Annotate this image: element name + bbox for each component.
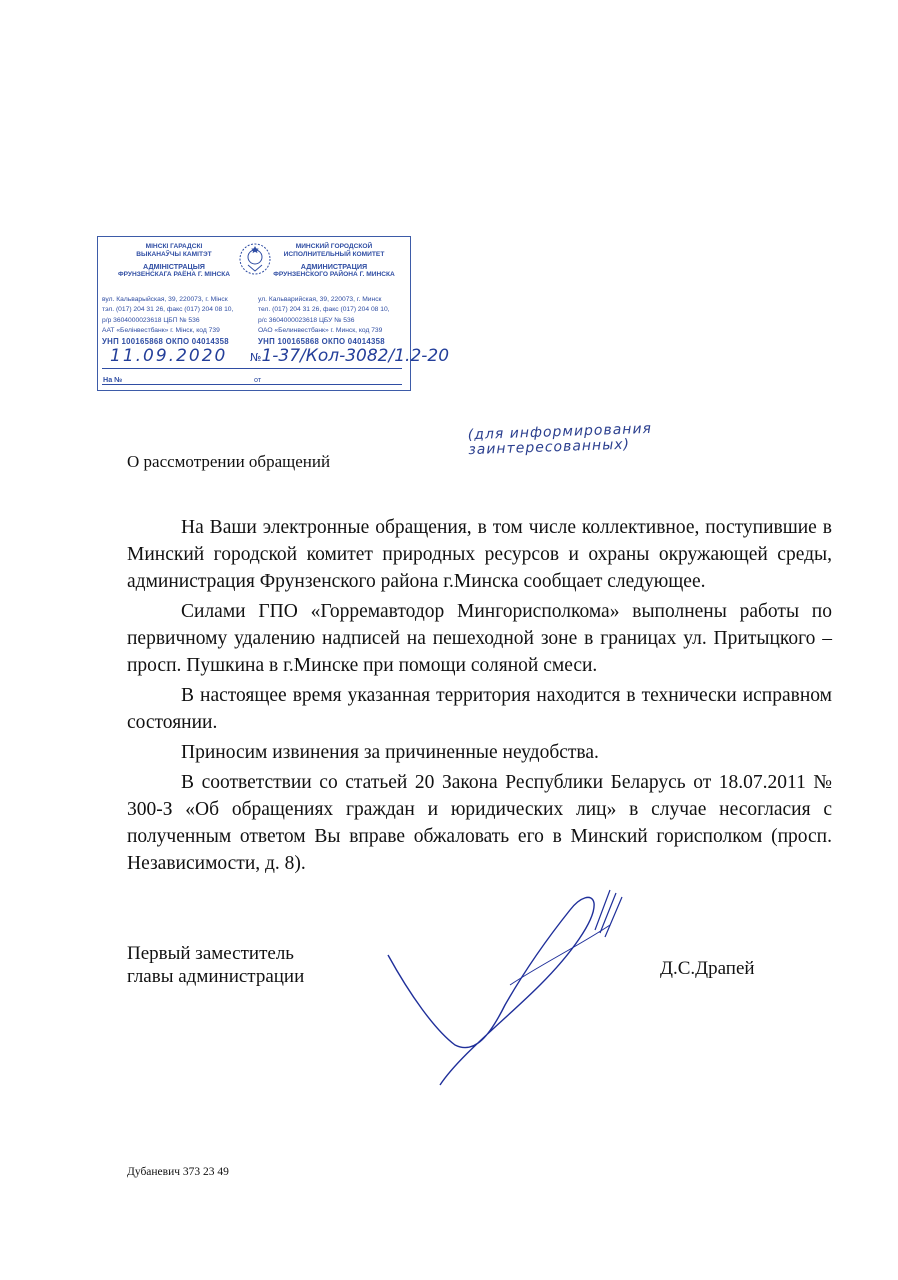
stamp-bottom-rule [102, 384, 402, 385]
body-paragraph: Приносим извинения за причиненные неудобства. [181, 742, 599, 763]
stamp-left-header-line: АДМІНІСТРАЦЫЯ [143, 262, 205, 271]
stamp-detail-line: р/с 3604000023618 ЦБУ № 536 [258, 316, 355, 324]
signatory-title-line: главы администрации [127, 966, 305, 987]
stamp-detail-line: ул. Кальварийская, 39, 220073, г. Минск [258, 296, 382, 303]
stamp-left-header-line: МІНСКІ ГАРАДСКІ [145, 243, 203, 250]
stamp-right-details [258, 295, 390, 347]
body-paragraph: На Ваши электронные обращения, в том числе коллективное, поступившие в Минский городской комитет природных ресурсов и охраны окружающей среды, администрация Фрунзенского района г.Минска сообщает следующее. [127, 517, 832, 592]
registration-stamp [97, 236, 450, 391]
stamp-right-header-line: ФРУНЗЕНСКОГО РАЙОНА Г. МИНСКА [273, 271, 395, 278]
handwritten-signature [380, 885, 640, 1095]
stamp-right-header [264, 243, 404, 279]
stamp-detail-line: тэл. (017) 204 31 26, факс (017) 204 08 10, [102, 306, 234, 314]
number-prefix: № [250, 351, 262, 364]
letter-subject: О рассмотрении обращений [127, 452, 331, 471]
executor-footer: Дубаневич 373 23 49 [127, 1166, 229, 1178]
stamp-rule [102, 368, 402, 369]
handwritten-note: (для информирования заинтересованных) [467, 420, 653, 459]
number-value: 1-37/Кол-3082/1.2-20 [261, 346, 450, 366]
signatory-name: Д.С.Драпей [660, 958, 755, 979]
stamp-na-label: На № [103, 375, 123, 384]
signatory-title-line: Первый заместитель [127, 943, 294, 964]
stamp-left-header-line: ФРУНЗЕНСКАГА РАЁНА Г. МІНСКА [117, 271, 231, 278]
stamp-detail-line: ААТ «Белінвестбанк» г. Мінск, код 739 [102, 327, 220, 335]
letter-body [127, 514, 832, 880]
stamp-detail-line: тел. (017) 204 31 26, факс (017) 204 08 10, [258, 306, 390, 314]
registration-number [250, 346, 449, 366]
stamp-right-header-line: ИСПОЛНИТЕЛЬНЫЙ КОМИТЕТ [283, 251, 385, 258]
registration-date: 11.09.2020 [110, 346, 228, 366]
stamp-left-header-line: ВЫКАНАЎЧЫ КАМІТЭТ [136, 251, 212, 258]
stamp-left-details [102, 295, 233, 347]
body-paragraph: Силами ГПО «Горремавтодор Мингорисполкома» выполнены работы по первичному удалению надписей на пешеходной зоне в границах ул. Притыцкого – просп. Пушкина в г.Минске при помощи соляной смеси. [127, 601, 832, 676]
stamp-right-header-line: МИНСКИЙ ГОРОДСКОЙ [295, 243, 373, 250]
signatory-title [127, 942, 304, 988]
stamp-unp: УНП 100165868 ОКПО 04014358 [258, 336, 385, 346]
stamp-detail-line: р/р 3604000023618 ЦБП № 536 [102, 316, 200, 324]
stamp-left-header [104, 243, 244, 279]
body-paragraph: В соответствии со статьей 20 Закона Республики Беларусь от 18.07.2011 № 300-З «Об обращениях граждан и юридических лиц» в случае несогласия с полученным ответом Вы вправе обжаловать его в Минский горисполком (просп. Независимости, д. 8). [127, 772, 832, 874]
stamp-unp: УНП 100165868 ОКПО 04014358 [102, 336, 229, 346]
body-paragraph: В настоящее время указанная территория находится в технически исправном состоянии. [127, 685, 832, 733]
stamp-detail-line: вул. Кальварыйская, 39, 220073, г. Мінск [102, 296, 228, 303]
stamp-right-header-line: АДМИНИСТРАЦИЯ [300, 262, 368, 271]
stamp-detail-line: ОАО «Белинвестбанк» г. Минск, код 739 [258, 327, 383, 335]
stamp-ot-label: от [254, 375, 262, 384]
